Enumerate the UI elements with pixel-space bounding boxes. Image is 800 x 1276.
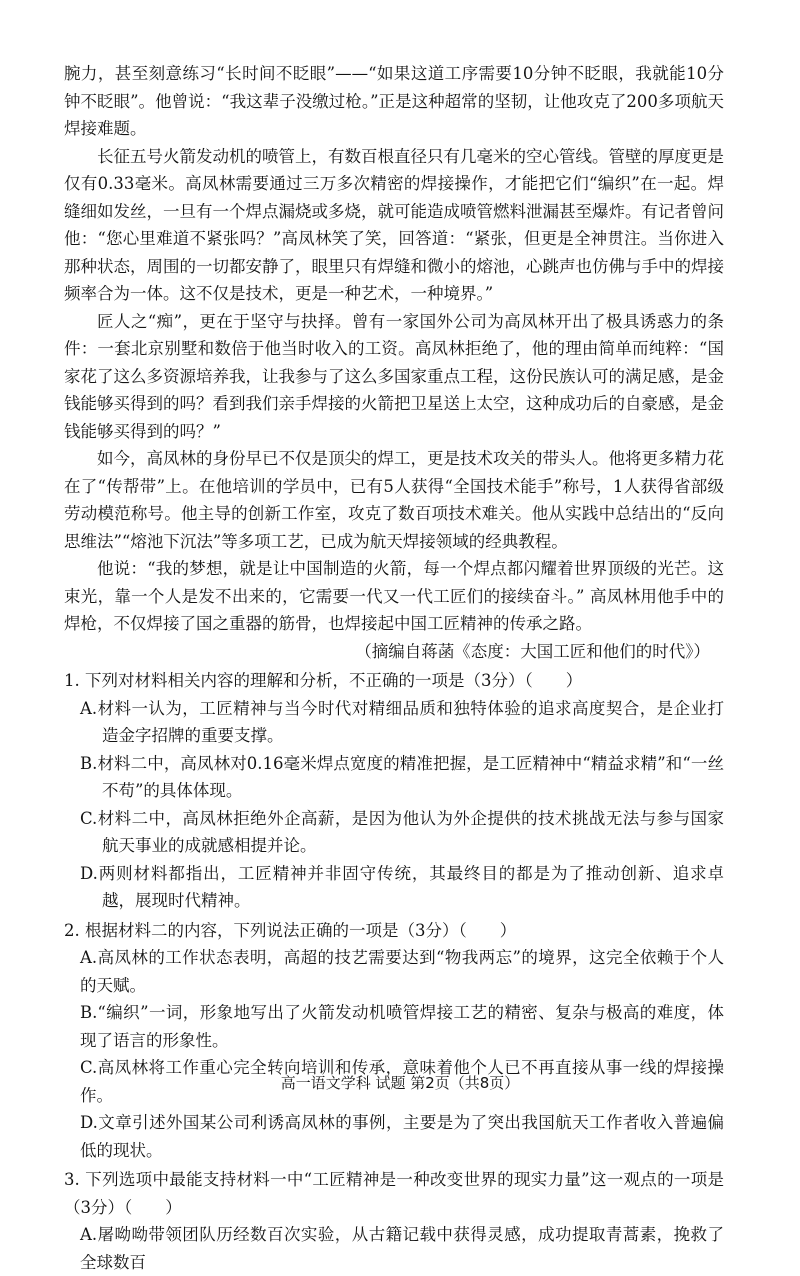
passage-paragraph: 长征五号火箭发动机的喷管上，有数百根直径只有几毫米的空心管线。管壁的厚度更是仅有0.33毫米。高凤林需要通过三万多次精密的焊接操作，才能把它们“编织”在一起。焊缝细如发丝，一旦有一个焊点漏烧或多烧，就可能造成喷管燃料泄漏甚至爆炸。有记者曾问他：“您心里难道不紧张吗？”高凤林笑了笑，回答道：“紧张，但更是全神贯注。当你进入那种状态，周围的一切都安静了，眼里只有焊缝和微小的熔池，心跳声也仿佛与手中的焊接频率合为一体。这不仅是技术，更是一种艺术，一种境界。” — [64, 146, 724, 303]
page-footer: 高一语文学科 试题 第2页（共8页） — [280, 1074, 520, 1092]
passage-paragraph: 腕力，甚至刻意练习“长时间不眨眼”——“如果这道工序需要10分钟不眨眼，我就能10分钟不眨眼”。他曾说：“我这辈子没缴过枪。”正是这种超常的坚韧，让他攻克了200多项航天焊接难题。 — [64, 64, 724, 138]
question-2 — [64, 917, 724, 1165]
question-option: A.材料一认为，工匠精神与当今时代对精细品质和独特体验的追求高度契合，是企业打造金字招牌的重要支撑。 — [80, 698, 724, 745]
question-option: B.“编织”一词，形象地写出了火箭发动机喷管焊接工艺的精密、复杂与极高的难度，体现了语言的形象性。 — [80, 1003, 724, 1050]
question-3 — [64, 1166, 724, 1276]
passage-paragraph: 匠人之“痴”，更在于坚守与抉择。曾有一家国外公司为高凤林开出了极具诱惑力的条件：一套北京别墅和数倍于他当时收入的工资。高凤林拒绝了，他的理由简单而纯粹：“国家花了这么多资源培养我，让我参与了这么多国家重点工程，这份民族认可的满足感，是金钱能够买得到的吗？看到我们亲手焊接的火箭把卫星送上太空，这种成功后的自豪感，是金钱能够买得到的吗？” — [64, 311, 724, 441]
question-stem: 2. 根据材料二的内容，下列说法正确的一项是（3分）（ ） — [64, 920, 517, 940]
question-stem: 3. 下列选项中最能支持材料一中“工匠精神是一种改变世界的现实力量”这一观点的一项是（3分）（ ） — [64, 1170, 724, 1217]
passage-paragraph: 如今，高凤林的身份早已不仅是顶尖的焊工，更是技术攻关的带头人。他将更多精力花在了“传帮带”上。在他培训的学员中，已有5人获得“全国技术能手”称号，1人获得省部级劳动模范称号。他主导的创新工作室，攻克了数百项技术难关。他从实践中总结出的“反向思维法”“熔池下沉法”等多项工艺，已成为航天焊接领域的经典教程。 — [64, 449, 724, 551]
question-option: A.屠呦呦带领团队历经数百次实验，从古籍记载中获得灵感，成功提取青蒿素，挽救了全球数百 — [80, 1225, 724, 1272]
question-option: D.文章引述外国某公司利诱高凤林的事例，主要是为了突出我国航天工作者收入普遍偏低的现状。 — [80, 1113, 724, 1160]
passage-paragraph: 他说：“我的梦想，就是让中国制造的火箭，每一个焊点都闪耀着世界顶级的光芒。这束光，靠一个人是发不出来的，它需要一代又一代工匠们的接续奋斗。” 高凤林用他手中的焊枪，不仅焊接了国之重器的筋骨，也焊接起中国工匠精神的传承之路。 — [64, 559, 724, 633]
question-option: B.材料二中，高凤林对0.16毫米焊点宽度的精准把握，是工匠精神中“精益求精”和“一丝不苟”的具体体现。 — [80, 753, 724, 800]
question-option: D.两则材料都指出，工匠精神并非固守传统，其最终目的都是为了推动创新、追求卓越，展现时代精神。 — [80, 863, 724, 910]
question-option: A.高凤林的工作状态表明，高超的技艺需要达到“物我两忘”的境界，这完全依赖于个人的天赋。 — [80, 948, 724, 995]
question-1 — [64, 667, 724, 915]
question-option: C.高凤林将工作重心完全转向培训和传承，意味着他个人已不再直接从事一线的焊接操作。 — [80, 1058, 724, 1105]
passage-source: （摘编自蒋菡《态度：大国工匠和他们的时代》） — [355, 641, 710, 661]
question-stem: 1. 下列对材料相关内容的理解和分析，不正确的一项是（3分）（ ） — [64, 671, 583, 690]
reading-passage — [64, 60, 724, 665]
question-option: C.材料二中，高凤林拒绝外企高薪，是因为他认为外企提供的技术挑战无法与参与国家航天事业的成就感相提并论。 — [80, 808, 724, 855]
